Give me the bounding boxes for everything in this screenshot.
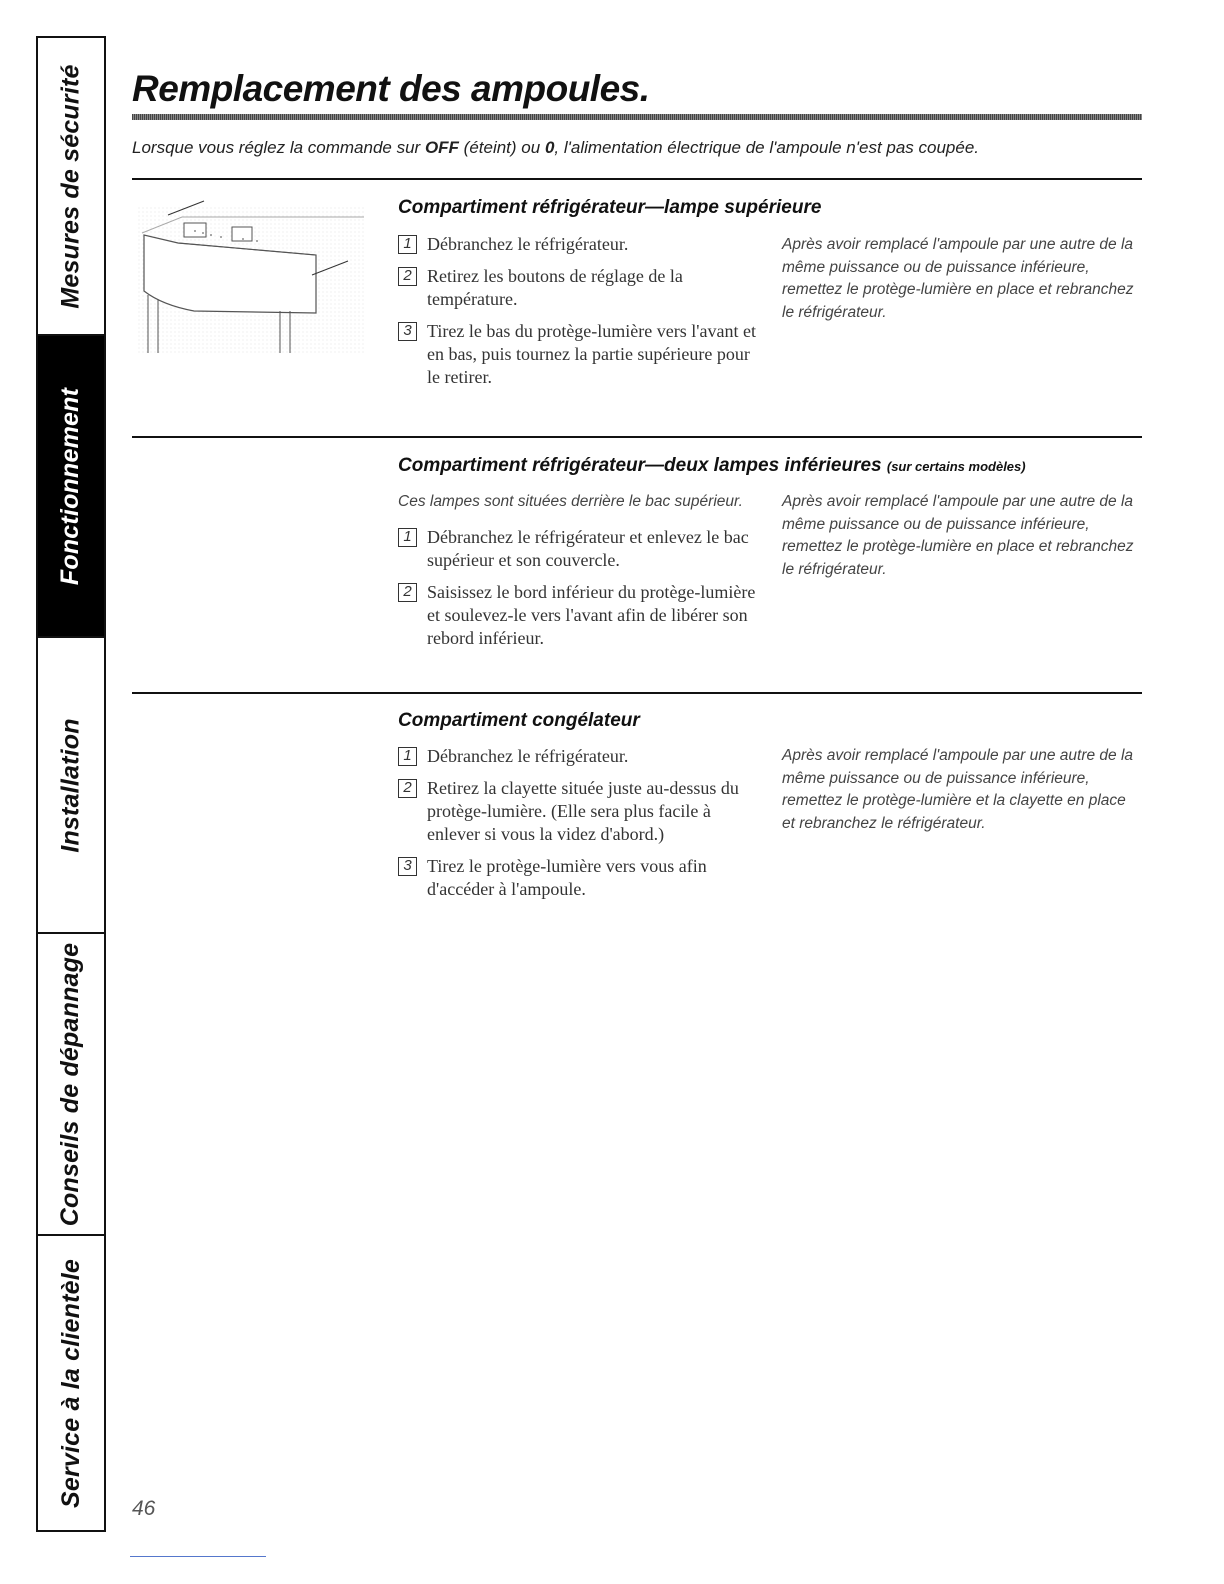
section-heading-congelateur: Compartiment congélateur: [398, 710, 640, 731]
tab-service-a-la-clientele[interactable]: [38, 1234, 104, 1530]
tab-installation[interactable]: [38, 636, 104, 932]
note-lampes-inferieures: Après avoir remplacé l'ampoule par une autre de la même puissance ou de puissance inférieure, remettez le protège-lumière en place et rebranchez le réfrigérateur.: [782, 493, 1134, 578]
step-item: [398, 745, 758, 768]
section-heading-lampes-inferieures: [398, 455, 1026, 477]
step-text: Retirez les boutons de réglage de la température.: [427, 266, 683, 309]
intro-off-label: OFF: [424, 138, 459, 157]
page-number: 46: [132, 1497, 156, 1520]
section-heading-lampe-superieure: Compartiment réfrigérateur—lampe supérieure: [398, 197, 822, 218]
step-item: [398, 777, 758, 846]
intro-zero-label: 0: [544, 138, 555, 157]
section-divider: [132, 178, 1142, 180]
intro-note: [132, 138, 979, 158]
step-item: [398, 855, 758, 901]
tab-label: Fonctionnement: [56, 387, 85, 585]
step-number: 1: [398, 235, 417, 254]
heading-qualifier: (sur certains modèles): [886, 459, 1026, 474]
tab-label: Installation: [56, 717, 85, 853]
step-item: [398, 233, 758, 256]
step-text: Retirez la clayette située juste au-dessus du protège-lumière. (Elle sera plus facile à enlever si vous la videz d'abord.): [427, 778, 739, 844]
steps-lampe-superieure: [398, 233, 758, 398]
step-item: [398, 581, 758, 650]
tab-fonctionnement[interactable]: [38, 334, 104, 636]
step-text: Saisissez le bord inférieur du protège-lumière et soulevez-le vers l'avant afin de libérer son rebord inférieur.: [427, 582, 756, 648]
title-rule: [132, 114, 1142, 120]
step-number: 3: [398, 322, 417, 341]
step-text: Débranchez le réfrigérateur.: [427, 746, 629, 766]
step-number: 1: [398, 747, 417, 766]
pre-note-lampes-inferieures: Ces lampes sont situées derrière le bac supérieur.: [398, 493, 743, 510]
intro-text: , l'alimentation électrique de l'ampoule n'est pas coupée.: [554, 138, 980, 157]
tab-mesures-de-securite[interactable]: [38, 38, 104, 334]
page-title: Remplacement des ampoules.: [132, 68, 650, 109]
footer-link-underline: [130, 1556, 266, 1557]
step-number: 2: [398, 583, 417, 602]
step-number: 1: [398, 528, 417, 547]
steps-congelateur: [398, 745, 758, 910]
section-tabs-sidebar: [36, 36, 106, 1532]
top-light-shield-illustration: [134, 195, 366, 357]
step-number: 2: [398, 779, 417, 798]
intro-text: Lorsque vous réglez la commande sur: [132, 138, 425, 157]
tab-conseils-de-depannage[interactable]: [38, 932, 104, 1234]
tab-label: Service à la clientèle: [56, 1258, 85, 1508]
section-divider: [132, 436, 1142, 438]
tab-label: Conseils de dépannage: [56, 942, 85, 1226]
step-item: [398, 320, 758, 389]
step-number: 3: [398, 857, 417, 876]
step-text: Tirez le bas du protège-lumière vers l'avant et en bas, puis tournez la partie supérieure pour le retirer.: [427, 321, 756, 387]
step-text: Débranchez le réfrigérateur et enlevez le bac supérieur et son couvercle.: [427, 527, 749, 570]
step-item: [398, 265, 758, 311]
step-text: Débranchez le réfrigérateur.: [427, 234, 629, 254]
heading-text: Compartiment réfrigérateur—deux lampes inférieures: [398, 455, 882, 476]
intro-text: (éteint) ou: [458, 138, 545, 157]
step-text: Tirez le protège-lumière vers vous afin d'accéder à l'ampoule.: [427, 856, 707, 899]
note-congelateur: Après avoir remplacé l'ampoule par une autre de la même puissance ou de puissance inférieure, remettez le protège-lumière et la clayette en place et rebranchez le réfrigérateur.: [782, 747, 1134, 832]
note-lampe-superieure: Après avoir remplacé l'ampoule par une autre de la même puissance ou de puissance inférieure, remettez le protège-lumière en place et rebranchez le réfrigérateur.: [782, 236, 1134, 321]
tab-label: Mesures de sécurité: [56, 63, 85, 309]
section-divider: [132, 692, 1142, 694]
step-number: 2: [398, 267, 417, 286]
steps-lampes-inferieures: [398, 526, 758, 659]
step-item: [398, 526, 758, 572]
